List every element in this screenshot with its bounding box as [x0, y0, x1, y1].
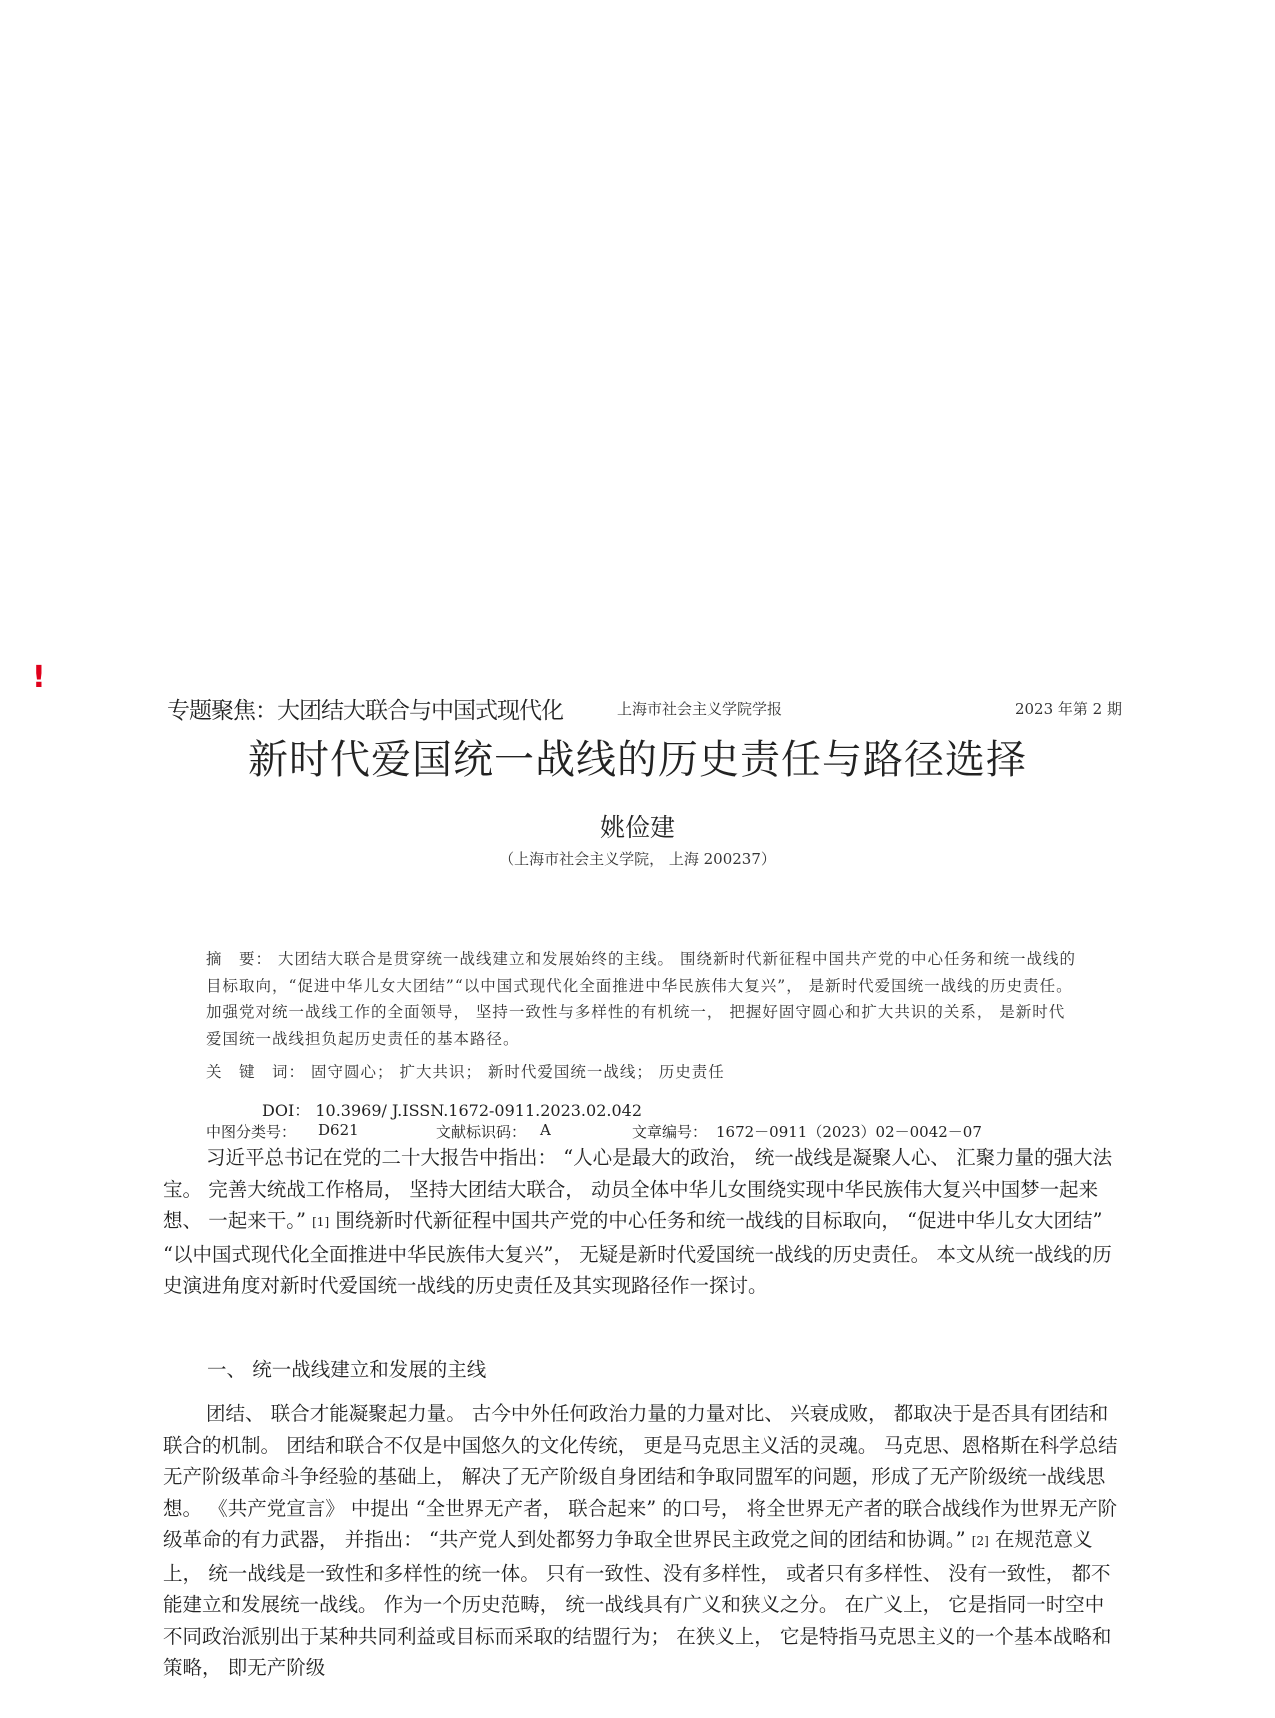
doc-code-label: 文献标识码： [436, 1123, 527, 1141]
page-header [167, 692, 1122, 728]
article-title: 新时代爱国统一战线的历史责任与路径选择 [248, 737, 1027, 783]
journal-name: 上海市社会主义学院学报 [617, 700, 783, 718]
doi: DOI： 10.3969/ J.ISSN.1672-0911.2023.02.042 [262, 1101, 642, 1120]
section-paragraph [163, 1398, 1123, 1684]
intro-text-2: 围绕新时代新征程中国共产党的中心任务和统一战线的目标取向， “促进中华儿女大团结” “以中国式现代化全面推进中华民族伟大复兴”， 无疑是新时代爱国统一战线的历史责任。 本文从统一战线的历史演进角度对新时代爱国统一战线的历史责任及其实现路径作一探讨。 [163, 1209, 1112, 1297]
clc-value: D621 [318, 1121, 359, 1139]
issue-number: 2023 年第 2 期 [1014, 700, 1122, 718]
author-affiliation: （上海市社会主义学院， 上海 200237） [499, 850, 776, 868]
citation-ref-1: [1] [312, 1215, 330, 1229]
keywords [206, 1060, 1078, 1082]
clc-label: 中图分类号： [206, 1123, 297, 1141]
intro-text-1: 习近平总书记在党的二十大报告中指出： “人心是最大的政治， 统一战线是凝聚人心、 汇聚力量的强大法宝。 完善大统战工作格局， 坚持大团结大联合， 动员全体中华儿女围绕实现中华民族伟大复兴中国梦一起来想、 一起来干。” [163, 1146, 1113, 1232]
keywords-label: 关 键 词： [206, 1063, 306, 1081]
section-heading: 一、 统一战线建立和发展的主线 [207, 1358, 487, 1381]
author-name: 姚俭建 [599, 813, 675, 842]
section-text-1: 团结、 联合才能凝聚起力量。 古今中外任何政治力量的力量对比、 兴衰成败， 都取决于是否具有团结和联合的机制。 团结和联合不仅是中国悠久的文化传统， 更是马克思主义活的灵魂。 马克思、恩格斯在科学总结无产阶级革命斗争经验的基础上， 解决了无产阶级自身团结和争取同盟军的问题，形成了无产阶级统一战线思想。 《共产党宣言》 中提出 “全世界无产者， 联合起来” 的口号， 将全世界无产者的联合战线作为世界无产阶级革命的有力武器， 并指出： “共产党人到处都努力争取全世界民主政党之间的团结和协调。” [163, 1402, 1118, 1551]
doc-code-value: A [540, 1121, 551, 1139]
keywords-text: 固守圆心； 扩大共识； 新时代爱国统一战线； 历史责任 [311, 1063, 725, 1081]
citation-ref-2: [2] [971, 1534, 989, 1548]
section-text-2: 在规范意义上， 统一战线是一致性和多样性的统一体。 只有一致性、没有多样性， 或者只有多样性、 没有一致性， 都不能建立和发展统一战线。 作为一个历史范畴， 统一战线具有广义和狭义之分。 在广义上， 它是指同一时空中不同政治派别出于某种共同利益或目标而采取的结盟行为； 在狭义上， 它是特指马克思主义的一个基本战略和策略， 即无产阶级 [163, 1528, 1112, 1679]
classification-row [206, 1121, 1106, 1141]
abstract-text: 大团结大联合是贯穿统一战线建立和发展始终的主线。 围绕新时代新征程中国共产党的中心任务和统一战线的目标取向，“促进中华儿女大团结”“以中国式现代化全面推进中华民族伟大复兴”， 是新时代爱国统一战线的历史责任。 加强党对统一战线工作的全面领导， 坚持一致性与多样性的有机统一， 把握好固守圆心和扩大共识的关系， 是新时代爱国统一战线担负起历史责任的基本路径。 [206, 950, 1076, 1048]
abstract [206, 946, 1078, 1052]
article-number-label: 文章编号： [632, 1123, 708, 1141]
article-number-value: 1672－0911（2023）02－0042－07 [716, 1123, 982, 1141]
column-title: 专题聚焦：大团结大联合与中国式现代化 [167, 698, 563, 724]
red-exclamation-mark: ! [32, 660, 46, 695]
intro-paragraph [163, 1142, 1123, 1302]
abstract-label: 摘 要： [206, 950, 273, 968]
